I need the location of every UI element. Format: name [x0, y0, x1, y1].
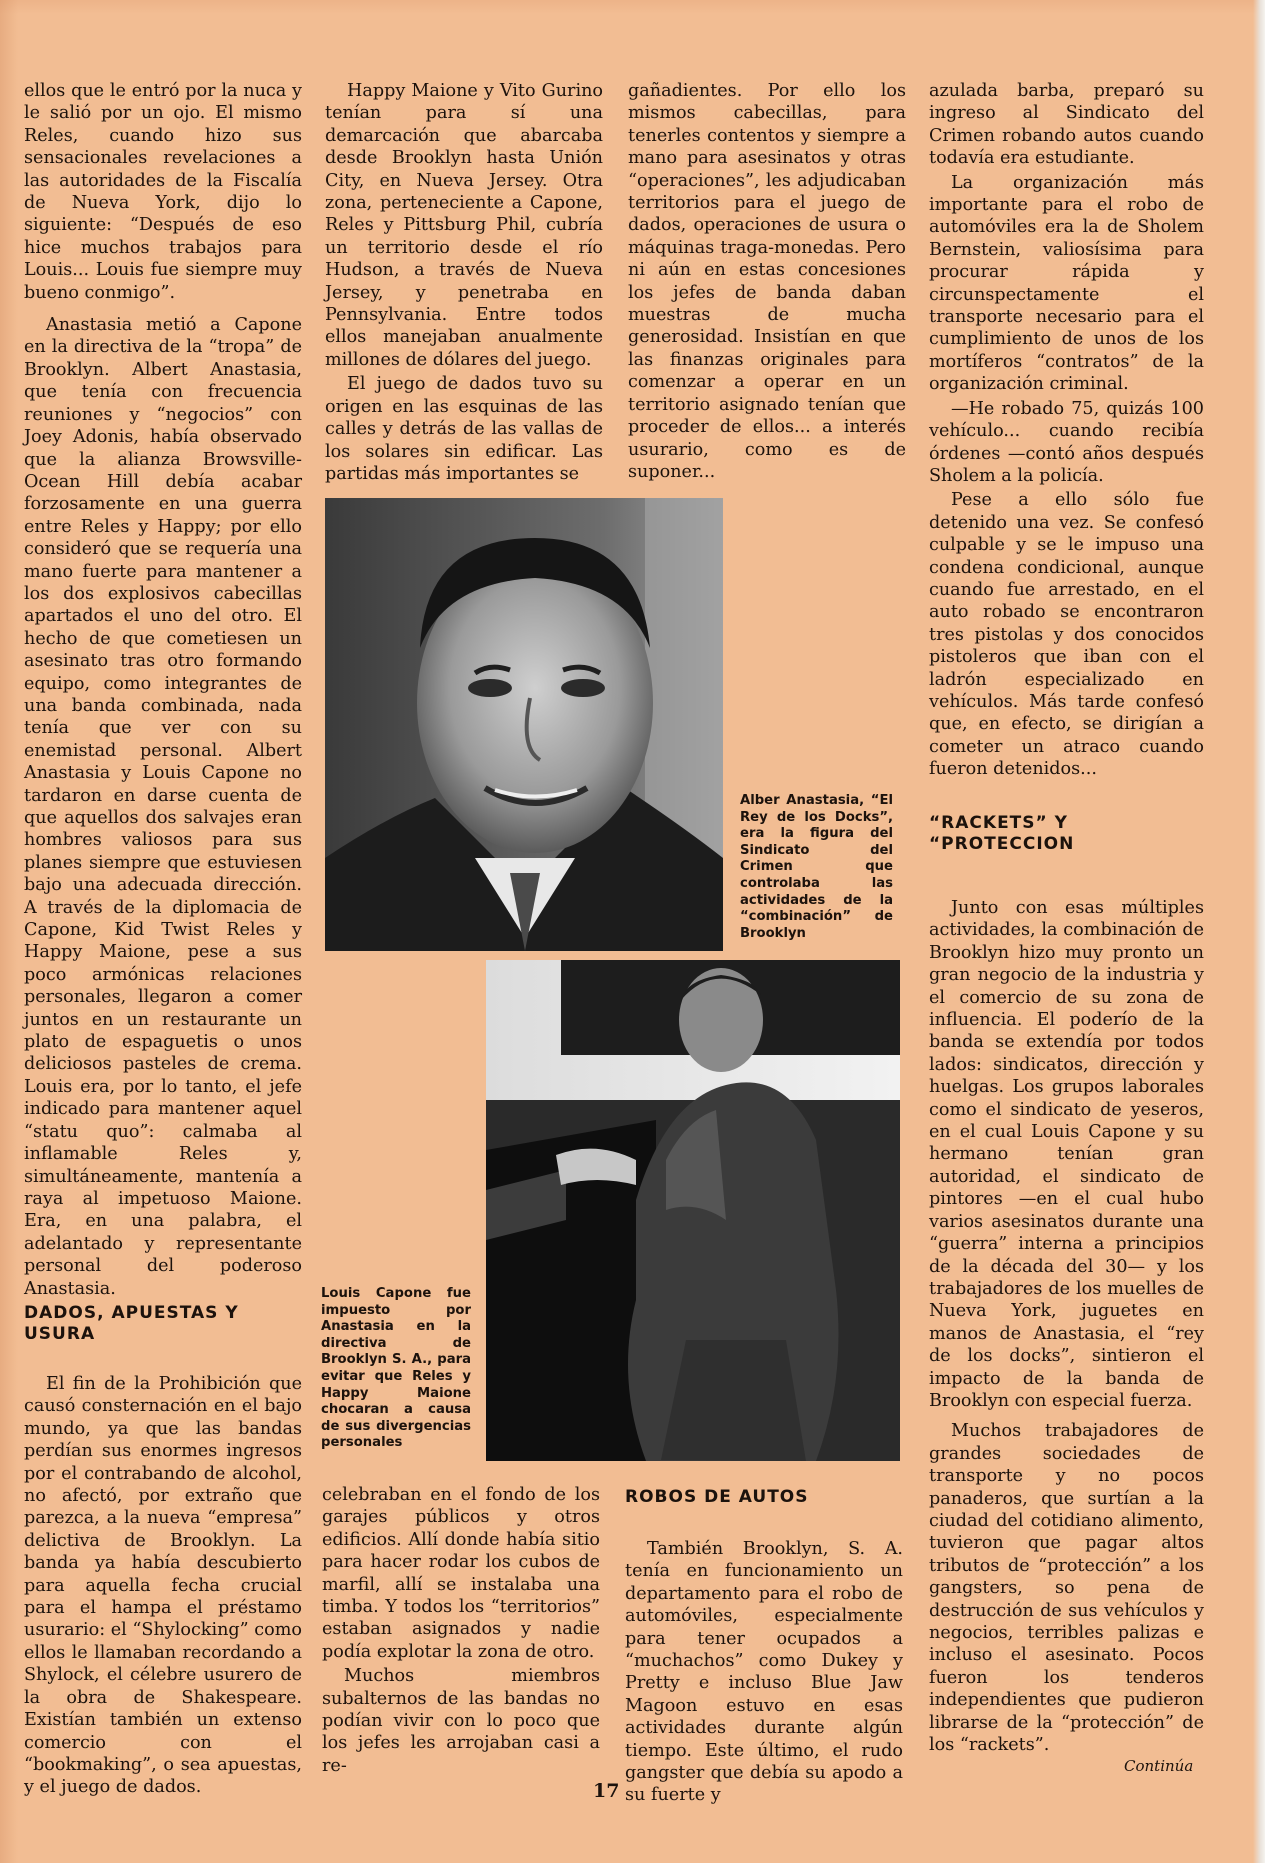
col4-paragraph-1: azulada barba, preparó su ingreso al Sindicato del Crimen robando autos cuando todavía era estudiante.	[929, 81, 1204, 169]
capone-caption: Louis Capone fue impuesto por Anastasia en la directiva de Brooklyn S. A., para evitar que Reles y Happy Maione chocaran a causa de sus divergencias personales	[321, 1286, 471, 1451]
col3-paragraph-1: gañadientes. Por ello los mismos cabecillas, para tenerles contentos y siempre a mano para asesinatos y otras “operaciones”, les adjudicaban territorios para el juego de dados, operaciones de usura o máquinas traga-monedas. Pero ni aún en estas concesiones los jefes de banda daban muestras de mucha generosidad. Insistían en que las finanzas originales para comenzar a operar en un territorio asignado tenían que proceder de ellos... a interés usurario, como es de suponer...	[628, 81, 906, 482]
column-1-bottom	[24, 1373, 302, 1801]
column-4-heading	[929, 813, 1129, 855]
anastasia-caption: Alber Anastasia, “El Rey de los Docks”, era la figura del Sindicato del Crimen que controlaba las actividades de la “combinación” de Brooklyn	[740, 793, 893, 941]
section-heading-robos: ROBOS DE AUTOS	[625, 1487, 809, 1507]
col1-paragraph-2: Anastasia metió a Capone en la directiva de la “tropa” de Brooklyn. Albert Anastasia, que tenía con frecuencia reuniones y “negocios” con Joey Adonis, había observado que la alianza Browsville-Ocean Hill debía acabar forzosamente en una guerra entre Reles y Happy; por ello consideró que se requería una mano fuerte para mantener a los dos explosivos cabecillas apartados el uno del otro. El hecho de que cometiesen un asesinato tras otro formando equipo, como integrantes de una banda combinada, nada tenía que ver con su enemistad personal. Albert Anastasia y Louis Capone no tardaron en darse cuenta de que aquellos dos salvajes eran hombres valiosos para sus planes siempre que estuviesen bajo una adecuada dirección. A través de la diplomacia de Capone, Kid Twist Reles y Happy Maione, pese a sus poco armónicas relaciones personales, llegaron a comer juntos en un restaurante un plato de espaguetis o unos deliciosos pasteles de crema. Louis era, por lo tanto, el jefe indicado para mantener aquel “statu quo”: calmaba al inflamable Reles y, simultáneamente, mantenía a raya al impetuoso Maione. Era, en una palabra, el adelantado y representante personal del poderoso Anastasia.	[24, 315, 302, 1299]
col2-paragraph-2: El juego de dados tuvo su origen en las esquinas de las calles y detrás de las vallas de los solares sin edificar. Las partidas más importantes se	[325, 374, 603, 484]
col4-paragraph-5: Junto con esas múltiples actividades, la combinación de Brooklyn hizo muy pronto un gran negocio de la industria y el comercio de su zona de influencia. El poderío de la banda se extendía por todos lados: sindicatos, dirección y huelgas. Los grupos laborales como el sindicato de yeseros, en el cual Louis Capone y su hermano tenían gran autoridad, el sindicato de pintores —en el cual hubo varios asesinatos durante una “guerra” interna a principios de la década del 30— y los trabajadores de los muelles de Nueva York, juguetes en manos de Anastasia, el “rey de los docks”, sintieron el impacto de la banda de Brooklyn con especial fuerza.	[929, 898, 1204, 1411]
column-1-lower	[24, 1303, 302, 1345]
section-heading-rackets: “RACKETS” Y “PROTECCION	[929, 813, 1075, 854]
col4-paragraph-2: La organización más importante para el robo de automóviles era la de Sholem Bernstein, valiosísima para procurar rápida y circunspectamente el transporte necesario para el cumplimiento de unos de los mortíferos “contratos” de la organización criminal.	[929, 172, 1204, 395]
col2-paragraph-4: Muchos miembros subalternos de las bandas no podían vivir con lo poco que los jefes les arrojaban casi a re-	[322, 1666, 600, 1776]
anastasia-portrait-photo	[325, 498, 723, 951]
column-3-bottom	[625, 1487, 903, 1809]
page-edge	[1253, 0, 1265, 1863]
column-2-top	[325, 80, 603, 487]
column-3-top	[628, 80, 906, 485]
column-4-lower	[929, 897, 1204, 1758]
page-number: 17	[593, 1780, 620, 1802]
column-1	[24, 80, 302, 1302]
column-2-bottom	[322, 1484, 600, 1779]
column-4	[929, 80, 1204, 783]
col4-paragraph-4: Pese a ello sólo fue detenido una vez. Se confesó culpable y se le impuso una condena condicional, aunque cuando fue arrestado, en el auto robado se encontraron tres pistolas y dos conocidos pistoleros que iban con el ladrón especializado en vehículos. Más tarde confesó que, en efecto, se dirigían a cometer un atraco cuando fueron detenidos...	[929, 490, 1204, 780]
col4-paragraph-3: —He robado 75, quizás 100 vehículo... cuando recibía órdenes —contó años después Sholem a la policía.	[929, 398, 1204, 486]
col2-paragraph-3: celebraban en el fondo de los garajes públicos y otros edificios. Allí donde había sitio para hacer rodar los cubos de marfil, allí se instalaba una timba. Y todos los “territorios” estaban asignados y nadie podía explotar la zona de otro.	[322, 1485, 600, 1662]
col4-paragraph-6: Muchos trabajadores de grandes sociedades de transporte y no pocos panaderos, que surtían a la ciudad del cotidiano alimento, tuvieron que pagar altos tributos de “protección” a los gangsters, so pena de destrucción de sus vehículos y negocios, terribles palizas e incluso el asesinato. Pocos fueron los tenderos independientes que pudieron librarse de la “protección” de los “rackets”.	[929, 1421, 1204, 1756]
continued-label: Continúa	[1124, 1757, 1194, 1775]
col1-paragraph-3: El fin de la Prohibición que causó consternación en el bajo mundo, ya que las bandas perdían sus enormes ingresos por el contrabando de alcohol, no afectó, por extraño que parezca, a la nueva “empresa” delictiva de Brooklyn. La banda ya había descubierto para aquella fecha crucial para el hampa el préstamo usurario: el “Shylocking” como ellos le llamaban recordando a Shylock, el célebre usurero de la obra de Shakespeare. Existían también un extenso comercio con el “bookmaking”, o sea apuestas, y el juego de dados.	[24, 1374, 302, 1798]
section-heading-dados: DADOS, APUESTAS Y USURA	[24, 1303, 239, 1344]
capone-photo	[486, 960, 900, 1461]
col3-paragraph-2: También Brooklyn, S. A. tenía en funcionamiento un departamento para el robo de automóviles, especialmente para tener ocupados a “muchachos” como Dukey y Pretty e incluso Blue Jaw Magoon estuvo en esas actividades durante algún tiempo. Este último, el rudo gangster que debía su apodo a su fuerte y	[625, 1539, 903, 1806]
col2-paragraph-1: Happy Maione y Vito Gurino tenían para sí una demarcación que abarcaba desde Brooklyn hasta Unión City, en Nueva Jersey. Otra zona, perteneciente a Capone, Reles y Pittsburg Phil, cubría un territorio desde el río Hudson, a través de Nueva Jersey, y penetraba en Pennsylvania. Entre todos ellos manejaban anualmente millones de dólares del juego.	[325, 81, 603, 370]
col1-paragraph-1: ellos que le entró por la nuca y le salió por un ojo. El mismo Reles, cuando hizo sus sensacionales revelaciones a las autoridades de la Fiscalía de Nueva York, dijo lo siguiente: “Después de eso hice muchos trabajos para Louis... Louis fue siempre muy bueno conmigo”.	[24, 81, 302, 303]
